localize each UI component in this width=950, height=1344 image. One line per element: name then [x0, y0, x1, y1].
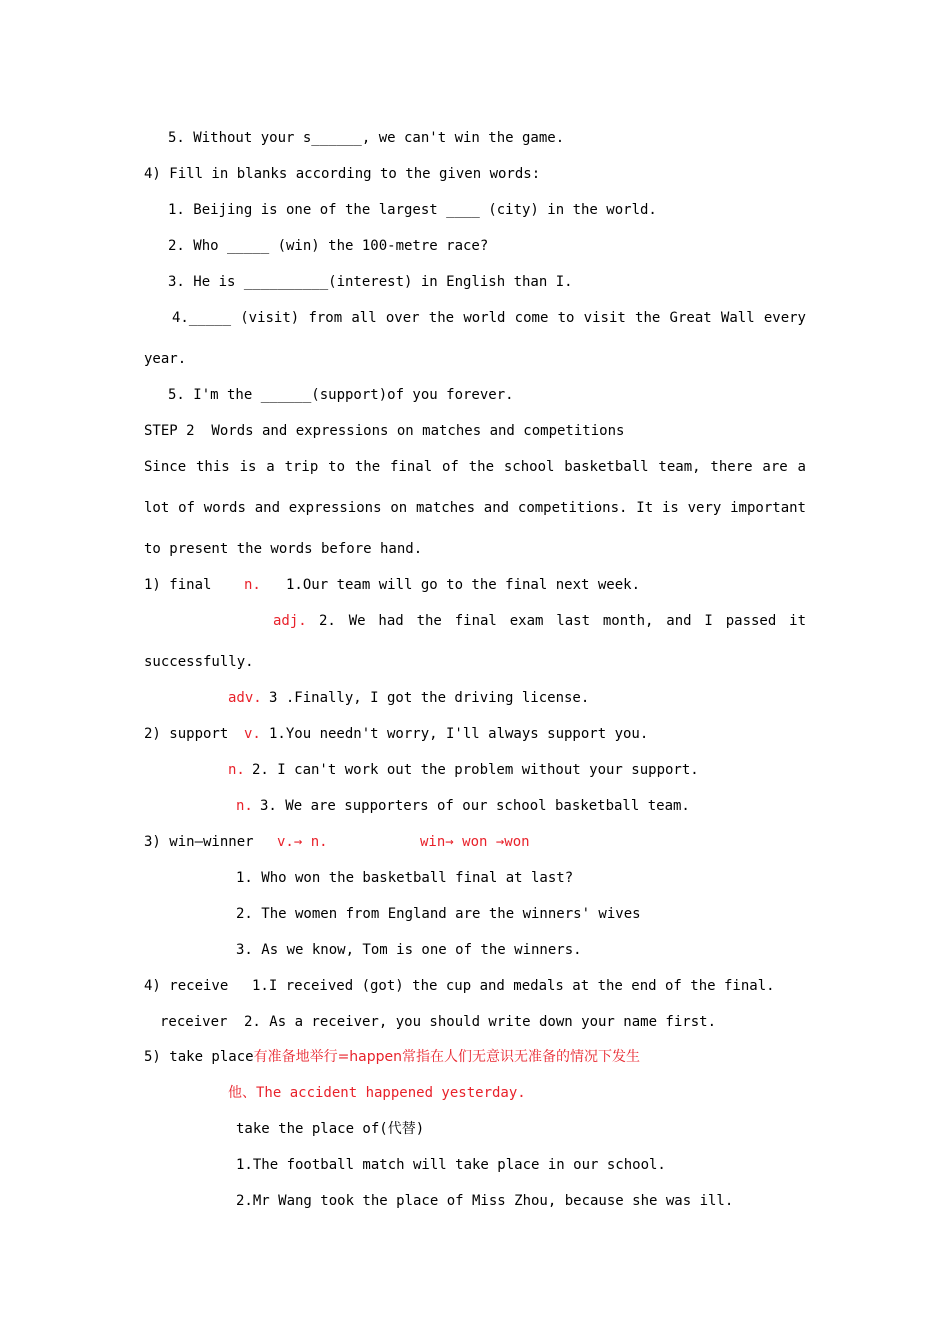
part-of-speech: v.	[244, 726, 261, 742]
example-sentence: 2. We had the final exam last month, and I passed it	[319, 613, 806, 629]
step-heading: STEP 2 Words and expressions on matches and competitions	[144, 423, 625, 439]
example-sentence: 1.The football match will take place in our school.	[236, 1157, 666, 1173]
intro-line: to present the words before hand.	[144, 541, 423, 557]
usage-note-line	[228, 1083, 526, 1103]
example-sentence: 3 .Finally, I got the driving license.	[269, 690, 590, 706]
intro-line: lot of words and expressions on matches and competitions. It is very important	[144, 500, 806, 516]
part-of-speech: n.	[236, 798, 253, 814]
exercise-item: 5. Without your s______, we can't win the game.	[168, 130, 565, 146]
vocab-head-label: 5) take place	[144, 1049, 254, 1065]
example-sentence-continued: successfully.	[144, 654, 254, 670]
example-sentence: 1.You needn't worry, I'll always support you.	[269, 726, 649, 742]
exercise-item: 5. I'm the ______(support)of you forever.	[168, 387, 514, 403]
vocab-subhead: receiver	[160, 1014, 228, 1030]
exercise-item: 4._____ (visit) from all over the world come to visit the Great Wall every	[172, 310, 806, 326]
vocab-head-win: 3) win—winner	[144, 834, 254, 850]
usage-note: 常指在人们无意识无准备的情况下发生	[402, 1049, 641, 1065]
example-sentence: 2. As a receiver, you should write down your name first.	[244, 1014, 717, 1030]
example-sentence: 1.Our team will go to the final next week.	[286, 577, 641, 593]
part-of-speech: adj.	[273, 613, 307, 629]
intro-line: Since this is a trip to the final of the school basketball team, there are a	[144, 459, 806, 475]
example-sentence: 1.I received (got) the cup and medals at the end of the final.	[252, 978, 775, 994]
example-sentence: 2. The women from England are the winners' wives	[236, 906, 641, 922]
usage-note: 有准备地举行=happen	[253, 1049, 403, 1065]
exercise-item-continued: year.	[144, 351, 187, 367]
section-heading: 4) Fill in blanks according to the given words:	[144, 166, 541, 182]
example-sentence: 3. We are supporters of our school basketball team.	[260, 798, 690, 814]
usage-note: 他、	[228, 1085, 256, 1101]
usage-example: The accident happened yesterday.	[256, 1085, 526, 1101]
vocab-head-take-place	[144, 1047, 640, 1067]
part-of-speech: adv.	[228, 690, 262, 706]
part-of-speech: n.	[228, 762, 245, 778]
vocab-head-receive: 4) receive	[144, 978, 229, 994]
example-sentence: 3. As we know, Tom is one of the winners.	[236, 942, 582, 958]
exercise-item: 2. Who _____ (win) the 100-metre race?	[168, 238, 489, 254]
part-of-speech: n.	[244, 577, 261, 593]
part-of-speech: v.→ n.	[277, 834, 328, 850]
vocab-subhead: take the place of(代替)	[236, 1121, 425, 1137]
example-sentence: 1. Who won the basketball final at last?	[236, 870, 574, 886]
example-sentence: 2.Mr Wang took the place of Miss Zhou, because she was ill.	[236, 1193, 734, 1209]
exercise-item: 3. He is __________(interest) in English than I.	[168, 274, 573, 290]
verb-forms: win→ won →won	[420, 834, 530, 850]
vocab-head-final: 1) final	[144, 577, 212, 593]
example-sentence: 2. I can't work out the problem without your support.	[252, 762, 699, 778]
exercise-item: 1. Beijing is one of the largest ____ (city) in the world.	[168, 202, 657, 218]
vocab-head-support: 2) support	[144, 726, 229, 742]
